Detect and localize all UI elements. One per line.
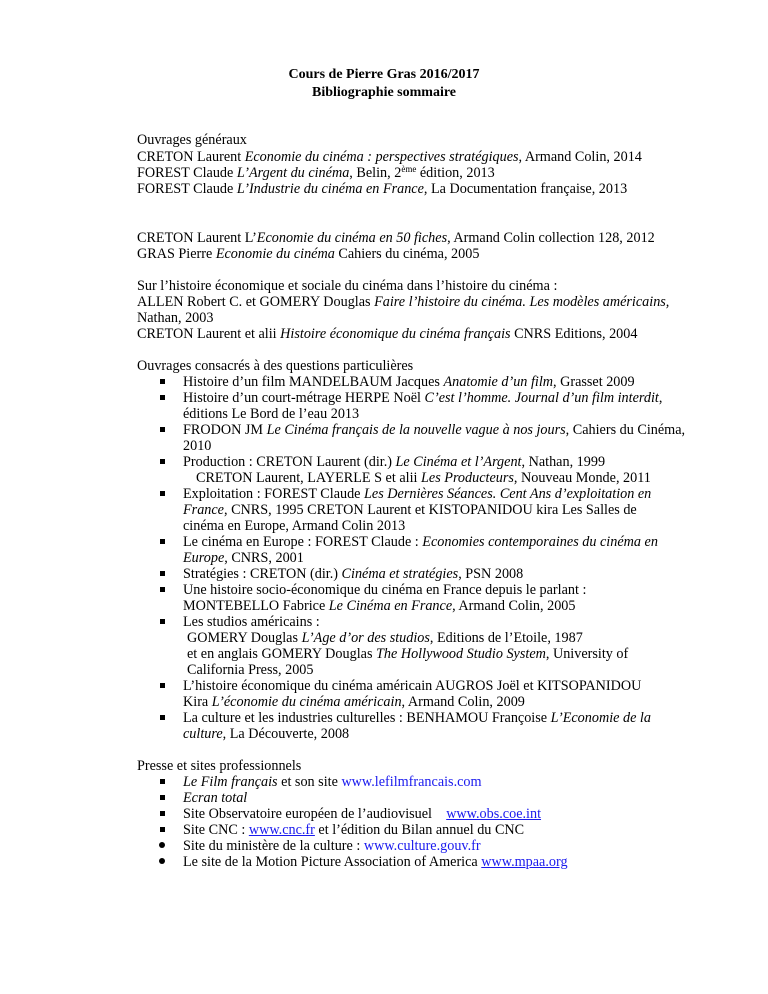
list-item: Exploitation : FOREST Claude Les Dernières Séances. Cent Ans d’exploitation en bbox=[183, 486, 652, 502]
list-item: L’histoire économique du cinéma américain AUGROS Joël et KITSOPANIDOU bbox=[183, 678, 642, 694]
bullet-square-icon bbox=[160, 539, 165, 544]
section-heading-press: Presse et sites professionnels bbox=[137, 758, 302, 774]
list-item-continuation: CRETON Laurent, LAYERLE S et alii Les Producteurs, Nouveau Monde, 2011 bbox=[196, 470, 651, 486]
list-item: Une histoire socio-économique du cinéma en France depuis le parlant : bbox=[183, 582, 587, 598]
list-item: Histoire d’un court-métrage HERPE Noël C’est l’homme. Journal d’un film interdit, bbox=[183, 390, 663, 406]
section-heading-particular: Ouvrages consacrés à des questions particulières bbox=[137, 358, 414, 374]
reference-line: CRETON Laurent et alii Histoire économique du cinéma français CNRS Editions, 2004 bbox=[137, 326, 638, 342]
reference-line: FOREST Claude L’Industrie du cinéma en France, La Documentation française, 2013 bbox=[137, 181, 628, 197]
list-item-continuation: 2010 bbox=[183, 438, 212, 454]
list-item-continuation: et en anglais GOMERY Douglas The Hollywood Studio System, University of bbox=[187, 646, 629, 662]
list-item-continuation: France, CNRS, 1995 CRETON Laurent et KISTOPANIDOU kira Les Salles de bbox=[183, 502, 637, 518]
bullet-square-icon bbox=[160, 459, 165, 464]
obs-link[interactable]: www.obs.coe.int bbox=[446, 806, 542, 822]
bullet-square-icon bbox=[160, 827, 165, 832]
bullet-square-icon bbox=[160, 379, 165, 384]
bullet-square-icon bbox=[160, 795, 165, 800]
bullet-square-icon bbox=[160, 811, 165, 816]
list-item-continuation: éditions Le Bord de l’eau 2013 bbox=[183, 406, 360, 422]
list-item: Le cinéma en Europe : FOREST Claude : Economies contemporaines du cinéma en bbox=[183, 534, 658, 550]
bullet-square-icon bbox=[160, 683, 165, 688]
list-item-continuation: Europe, CNRS, 2001 bbox=[183, 550, 304, 566]
bullet-square-icon bbox=[160, 619, 165, 624]
list-item: Histoire d’un film MANDELBAUM Jacques Anatomie d’un film, Grasset 2009 bbox=[183, 374, 635, 390]
list-item: Site Observatoire européen de l’audiovisuel www.obs.coe.int bbox=[183, 806, 542, 822]
mpaa-link[interactable]: www.mpaa.org bbox=[481, 854, 568, 870]
list-item-continuation: Kira L’économie du cinéma américain, Armand Colin, 2009 bbox=[183, 694, 525, 710]
list-item-continuation: culture, La Découverte, 2008 bbox=[183, 726, 350, 742]
bullet-square-icon bbox=[160, 587, 165, 592]
reference-line: ALLEN Robert C. et GOMERY Douglas Faire l’histoire du cinéma. Les modèles américains, bbox=[137, 294, 670, 310]
list-item: Stratégies : CRETON (dir.) Cinéma et stratégies, PSN 2008 bbox=[183, 566, 524, 582]
list-item: La culture et les industries culturelles : BENHAMOU Françoise L’Economie de la bbox=[183, 710, 651, 726]
document-title: Cours de Pierre Gras 2016/2017 bbox=[288, 67, 480, 82]
document-subtitle: Bibliographie sommaire bbox=[311, 85, 457, 100]
cnc-link[interactable]: www.cnc.fr bbox=[248, 822, 315, 838]
reference-line: GRAS Pierre Economie du cinéma Cahiers du cinéma, 2005 bbox=[137, 246, 480, 262]
lefilmfrancais-link[interactable]: www.lefilmfrancais.com bbox=[341, 774, 482, 790]
list-item-continuation: California Press, 2005 bbox=[187, 662, 314, 678]
list-item: Production : CRETON Laurent (dir.) Le Cinéma et l’Argent, Nathan, 1999 bbox=[183, 454, 606, 470]
section-heading-general: Ouvrages généraux bbox=[137, 132, 247, 148]
reference-line: CRETON Laurent L’Economie du cinéma en 50 fiches, Armand Colin collection 128, 2012 bbox=[137, 230, 655, 246]
reference-line: Nathan, 2003 bbox=[137, 310, 214, 326]
list-item: Le site de la Motion Picture Association of America www.mpaa.org bbox=[183, 854, 568, 870]
bullet-square-icon bbox=[160, 571, 165, 576]
reference-line: FOREST Claude L’Argent du cinéma, Belin, 2ème édition, 2013 bbox=[137, 164, 495, 181]
bullet-dot-icon bbox=[159, 858, 165, 864]
list-item: Site CNC : www.cnc.fr et l’édition du Bilan annuel du CNC bbox=[183, 822, 525, 838]
list-item: FRODON JM Le Cinéma français de la nouvelle vague à nos jours, Cahiers du Cinéma, bbox=[183, 422, 686, 438]
list-item-continuation: GOMERY Douglas L’Age d’or des studios, Editions de l’Etoile, 1987 bbox=[187, 630, 583, 646]
list-item-continuation: cinéma en Europe, Armand Colin 2013 bbox=[183, 518, 406, 534]
list-item: Les studios américains : bbox=[183, 614, 320, 630]
list-item-continuation: MONTEBELLO Fabrice Le Cinéma en France, Armand Colin, 2005 bbox=[183, 598, 576, 614]
list-item: Le Film français et son site www.lefilmfrancais.com bbox=[183, 774, 482, 790]
culture-link[interactable]: www.culture.gouv.fr bbox=[363, 838, 481, 854]
list-item: Site du ministère de la culture : www.culture.gouv.fr bbox=[183, 838, 481, 854]
reference-line: CRETON Laurent Economie du cinéma : perspectives stratégiques, Armand Colin, 2014 bbox=[137, 149, 642, 165]
list-item: Ecran total bbox=[183, 790, 248, 806]
bullet-square-icon bbox=[160, 491, 165, 496]
section-heading-history: Sur l’histoire économique et sociale du cinéma dans l’histoire du cinéma : bbox=[137, 278, 558, 294]
bullet-dot-icon bbox=[159, 842, 165, 848]
bullet-square-icon bbox=[160, 427, 165, 432]
bullet-square-icon bbox=[160, 395, 165, 400]
bullet-square-icon bbox=[160, 779, 165, 784]
bullet-square-icon bbox=[160, 715, 165, 720]
